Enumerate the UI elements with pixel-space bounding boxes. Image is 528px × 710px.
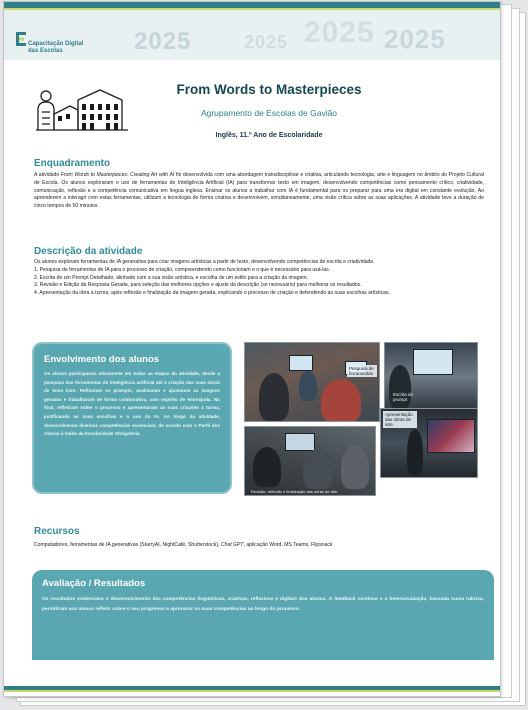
student-figure [299,371,317,401]
header-band [4,2,501,60]
photo-prompt-writing [384,342,478,412]
year-watermark: 2025 [134,28,192,55]
avaliacao-text-italic: feedback [334,597,356,602]
descricao-step: 2. Escrita de um Prompt Detalhado, alinhado com a sua visão artística, e escolha de um estilo para a criação da imagem. [34,274,309,281]
section-heading-descricao: Descrição da atividade [34,246,143,257]
enquadramento-text [34,172,484,211]
page-title: From Words to Masterpieces [176,82,362,97]
enquadramento-text-pre: A atividade [34,172,61,178]
school-building-icon [34,86,130,134]
presenter-figure [407,429,423,475]
enquadramento-text-italic: From Words to Masterpieces: Creating Art with AI [60,172,175,178]
logo-line-1: Capacitação Digital [28,41,84,47]
student-figure [253,447,281,487]
laptop-screen [289,355,313,371]
recursos-text-italic: Chat GPT [220,542,244,548]
student-figure [341,445,369,489]
student-figure [259,373,289,421]
header-accent-stripe [4,8,501,10]
photo-caption: Revisão, reflexão e finalização das obras de arte [251,489,338,494]
footer-accent-stripe [4,690,501,692]
student-figure [303,449,333,489]
avaliacao-text-post: contínuo e a heteroavaliação, baseada numa rubrica, permitiram aos alunos refletir sobre o seu progresso e aprimorar as suas competências ao longo do processo. [42,597,485,612]
enquadramento-text-post: foi desenvolvida com uma abordagem transdisciplinar e criativa, articulando tecnologia, arte e linguagem no âmbito do Projeto Cultural de Escola. Os alunos exploraram o uso de ferramentas de Inteligência Artificial (IA) para transformar texto em imagem, desenvolvendo competências como pensamento crítico, criatividade, comunicação, reflexão e a competência comunicativa em língua inglesa. Ensinar os alunos a trabalhar com IA é fundamental para os preparar para uma era digital em constante evolução. Ao aprenderem a interagir com estas ferramentas, utilizam a tecnologia de forma criativa e desenvolvem, simultaneamente, uma visão crítica sobre as suas aplicações. A atividade teve a duração de cinco tempos de 50 minutos. [34,172,485,210]
student-figure [321,379,361,422]
logo-line-2: das Escolas [28,48,63,54]
avaliacao-box [32,570,494,660]
school-name: Agrupamento de Escolas de Gavião [200,108,338,118]
recursos-text [34,542,484,550]
photo-presentation [380,408,478,478]
descricao-intro: Os alunos exploram ferramentas de IA generativa para criar imagens artísticas a partir de texto, desenvolvendo competências de escrita e criatividade. [34,259,375,265]
envolvimento-box [32,342,232,494]
descricao-step: 1. Pesquisa de ferramentas de IA para o processo de criação, compreendendo como funcionam e o que é necessário para usá-las. [34,266,331,273]
photo-students-laptops [244,342,380,422]
section-heading-avaliacao: Avaliação / Resultados [42,578,146,589]
avaliacao-text-pre: Os resultados evidenciam o desenvolvimento das competências linguísticas, criativas, reflexivas e digitais dos alunos. O [42,597,335,602]
photo-label: Apresentação das obras de arte [383,411,417,428]
year-watermark: 2025 [244,32,289,52]
descricao-step: 3. Revisão e Edição da Resposta Gerada, para seleção das melhores opções e ajuste da descrição (se necessário) para melhorar os resultados. [34,282,362,289]
descricao-step: 4. Apresentação da obra à turma, após reflexão e finalização da imagem gerada, explicando o processo de criação e defendendo as suas escolhas artísticas. [34,290,390,297]
year-watermark: 2025 [384,24,446,54]
laptop-screen [285,433,315,451]
grade-level: Inglês, 11.º Ano de Escolaridade [215,132,323,139]
photo-label: Pesquisa de ferramentas [347,365,377,377]
presentation-screen [427,419,475,453]
year-watermark: 2025 [304,16,375,49]
section-heading-recursos: Recursos [34,526,80,537]
section-heading-enquadramento: Enquadramento [34,158,111,169]
descricao-text [34,259,484,298]
laptop-screen [413,349,453,375]
envolvimento-text: Os alunos participaram ativamente em todas as etapas da atividade, desde a pesquisa das ferramentas de inteligência artificial até à criação das suas obras de tema livre. Refinaram os prompts, analisaram e ajustaram as imagens geradas e trabalharam de forma colaborativa, com espírito de entreajuda. No final, refletiram sobre o processo e apresentaram as suas criações à turma, justificando as suas escolhas e o uso da IA. Ao longo da atividade, desenvolveram diversas competências essenciais, de acordo com o Perfil dos Alunos à Saída da Escolaridade Obrigatória. [44,371,220,437]
recursos-text-pre: Computadores, ferramentas de IA generativas (StarryAI, NightCafé, Shutterstock), [34,542,221,548]
logo-text [28,41,83,55]
photo-label: Escrita do prompt [393,392,414,402]
logo-icon [16,32,26,46]
photo-review [244,426,376,496]
recursos-text-post: , aplicação Word, MS Teams, Flipsnack [243,542,333,548]
document-page [3,1,501,697]
section-heading-envolvimento: Envolvimento dos alunos [44,354,160,365]
avaliacao-text [42,595,484,615]
